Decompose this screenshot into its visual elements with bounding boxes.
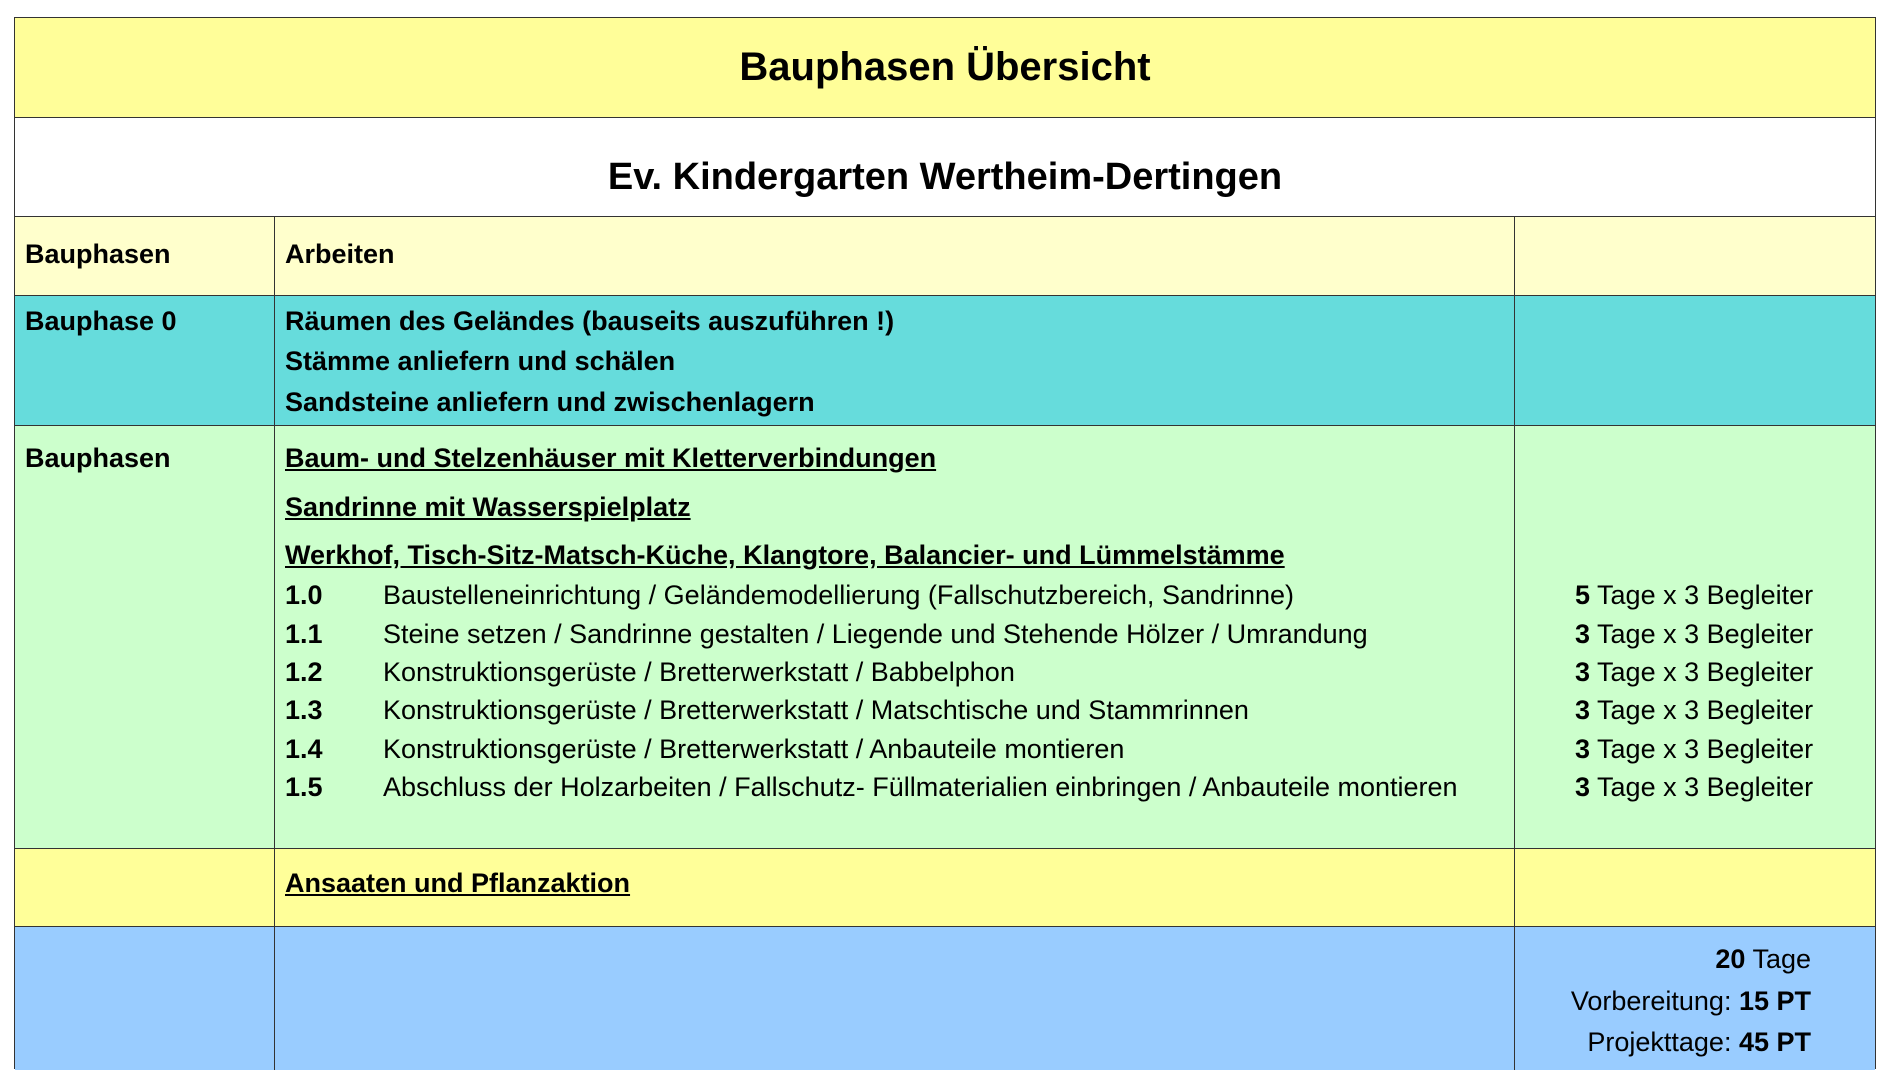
ansaat-heading: Ansaaten und Pflanzaktion — [285, 868, 631, 898]
header-cell-phases — [15, 217, 275, 295]
item-text: Steine setzen / Sandrinne gestalten / Liegende und Stehende Hölzer / Umrandung — [383, 619, 1368, 649]
totals-row — [15, 926, 1875, 1070]
phase0-row — [15, 295, 1875, 425]
phase0-label-cell — [15, 296, 275, 425]
ansaat-row — [15, 848, 1875, 926]
item-text: Konstruktionsgerüste / Bretterwerkstatt / Babbelphon — [383, 657, 1015, 687]
item-number: 1.4 — [285, 734, 323, 764]
header-cell-duration — [1514, 216, 1875, 296]
item-text: Abschluss der Holzarbeiten / Fallschutz- Füllmaterialien einbringen / Anbauteile montieren — [383, 772, 1458, 802]
item-number: 1.5 — [285, 772, 323, 802]
phases-heading: Sandrinne mit Wasserspielplatz — [285, 492, 691, 522]
phases-label: Bauphasen — [25, 443, 171, 473]
item-duration: 3 Tage x 3 Begleiter — [1575, 619, 1814, 649]
item-text: Konstruktionsgerüste / Bretterwerkstatt / Matschtische und Stammrinnen — [383, 695, 1249, 725]
phase0-line: Sandsteine anliefern und zwischenlagern — [285, 387, 815, 417]
header-cell-work — [275, 217, 1515, 295]
phases-row — [15, 425, 1875, 848]
page-title: Bauphasen Übersicht — [15, 18, 1875, 118]
totals-duration-cell — [1514, 927, 1875, 1070]
phase0-duration-cell — [1515, 296, 1875, 425]
phase0-work-cell — [275, 296, 1515, 425]
page-subtitle: Ev. Kindergarten Wertheim-Dertingen — [15, 118, 1875, 216]
total-days: 20 Tage — [1715, 944, 1811, 974]
item-duration: 3 Tage x 3 Begleiter — [1575, 695, 1814, 725]
totals-work-cell — [275, 927, 1515, 1070]
total-preparation: Vorbereitung: 15 PT — [1570, 986, 1811, 1016]
phases-work-cell — [275, 426, 1515, 848]
ansaat-work-cell — [275, 849, 1515, 926]
phases-heading: Baum- und Stelzenhäuser mit Kletterverbindungen — [285, 443, 937, 473]
item-number: 1.1 — [285, 619, 323, 649]
item-text: Baustelleneinrichtung / Geländemodellierung (Fallschutzbereich, Sandrinne) — [383, 580, 1295, 610]
phase0-line: Räumen des Geländes (bauseits auszuführen !) — [285, 306, 895, 336]
phases-duration-cell — [1515, 426, 1875, 848]
overview-table — [14, 17, 1876, 1069]
item-duration: 3 Tage x 3 Begleiter — [1575, 734, 1814, 764]
total-project-days: Projekttage: 45 PT — [1587, 1027, 1811, 1057]
item-number: 1.0 — [285, 580, 323, 610]
phases-heading: Werkhof, Tisch-Sitz-Matsch-Küche, Klangtore, Balancier- und Lümmelstämme — [285, 540, 1285, 570]
item-number: 1.3 — [285, 695, 323, 725]
header-label-phases: Bauphasen — [25, 239, 171, 269]
header-label-work: Arbeiten — [285, 239, 395, 269]
item-duration: 5 Tage x 3 Begleiter — [1575, 580, 1814, 610]
phases-label-cell — [15, 426, 275, 848]
ansaat-duration-cell — [1514, 849, 1875, 926]
item-number: 1.2 — [285, 657, 323, 687]
phase0-line: Stämme anliefern und schälen — [285, 346, 676, 376]
phase0-label: Bauphase 0 — [25, 306, 177, 336]
item-text: Konstruktionsgerüste / Bretterwerkstatt / Anbauteile montieren — [383, 734, 1125, 764]
header-row — [15, 216, 1875, 295]
item-duration: 3 Tage x 3 Begleiter — [1575, 772, 1814, 802]
ansaat-label-cell — [15, 849, 275, 926]
item-duration: 3 Tage x 3 Begleiter — [1575, 657, 1814, 687]
totals-label-cell — [15, 927, 275, 1070]
